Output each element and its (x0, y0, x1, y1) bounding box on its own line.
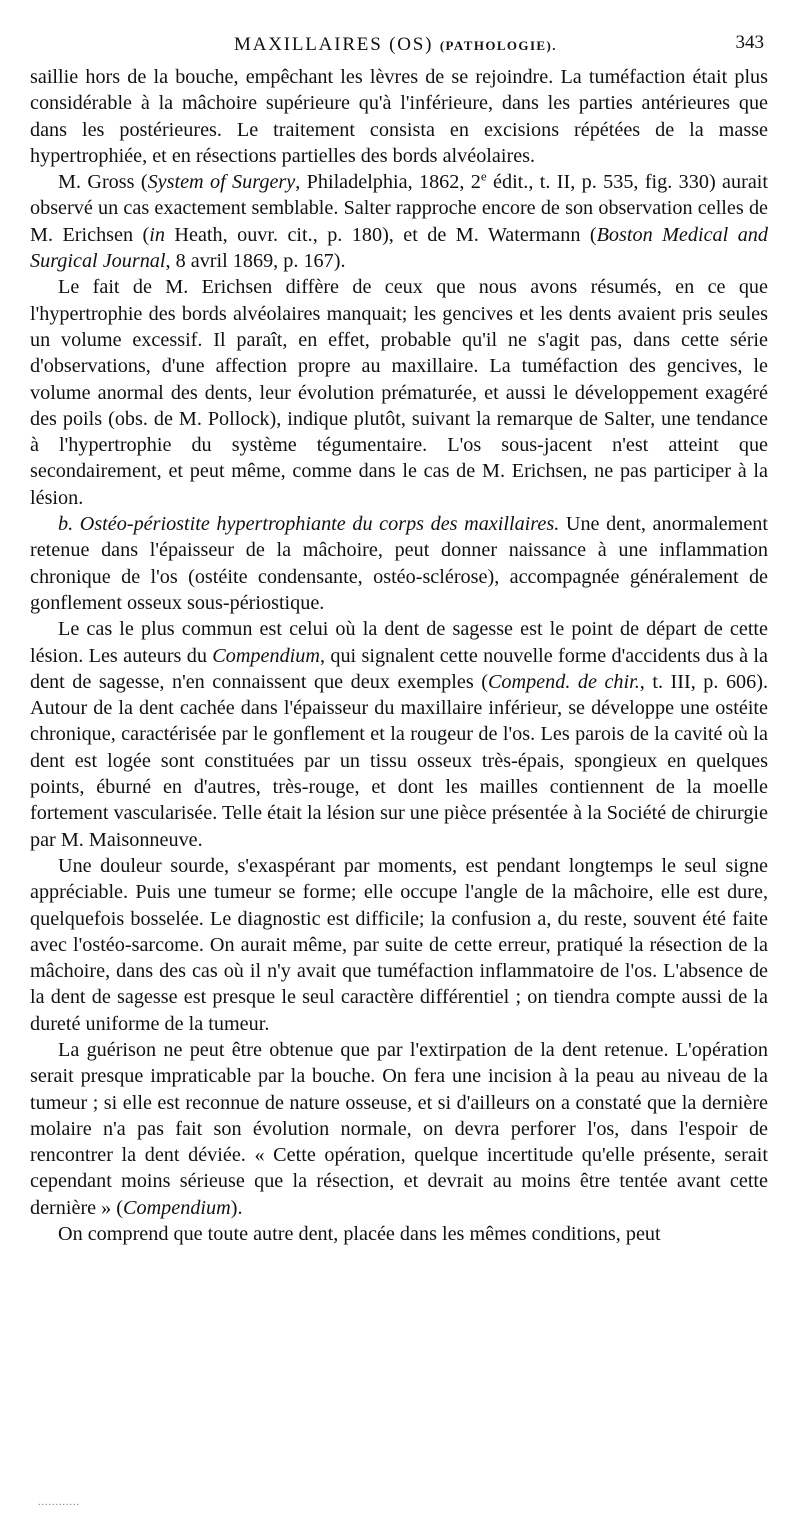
text-run: , t. III, p. 606). Autour de la dent cachée dans l'épaisseur du maxillaire inférieur, se développe une ostéite chronique, caractérisée par le gonflement et la rougeur de l'os. Les parois de la cavité où la dent est logée sont constituées par un tissu osseux très-épais, spongieux en quelques points, éburné en d'autres, très-rouge, et dont les mailles contiennent de la moelle fortement vascularisée. Telle était la lésion sur une pièce présentée à la Société de chirurgie par M. Maisonneuve. (30, 670, 769, 851)
text-run: Heath, ouvr. cit., p. 180), et de M. Watermann ( (164, 223, 597, 246)
running-header (30, 22, 768, 64)
text-run: System of Surgery (147, 171, 296, 194)
text-run: Une dent, anormalement retenue dans l'épaisseur de la mâchoire, peut donner naissance à une inflammation chronique de l'os (ostéite condensante, ostéo-sclérose), accompagnée généralement de gonflement osseux sous-périostique. (30, 513, 769, 614)
text-run: La guérison ne peut être obtenue que par l'extirpation de la dent retenue. L'opération serait presque impraticable par la bouche. On fera une incision à la peau au niveau de la tumeur ; si elle est reconnue de nature osseuse, et si d'ailleurs on a constaté que la dernière molaire n'a pas fait son évolution normale, on devra perforer l'os, dans l'espoir de rencontrer la dent déviée. « Cette opération, quelque incertitude qu'elle présente, serait cependant moins sérieuse que la résection, et devrait au moins être tentée avant cette dernière » ( (30, 1038, 768, 1219)
paragraph-p6 (30, 853, 768, 1037)
text-run: , Philadelphia, 1862, 2 (295, 171, 481, 194)
text-run: saillie hors de la bouche, empêchant les lèvres de se rejoindre. La tuméfaction était plus considérable à la mâchoire supérieure qu'à l'inférieure, dans les parties antérieures que dans les postérieures. Le traitement consista en excisions répétées de la masse hypertrophiée, et en résections partielles des bords alvéolaires. (30, 66, 768, 167)
paragraph-p3 (30, 274, 768, 511)
paragraph-p1 (30, 64, 768, 169)
page-number: 343 (735, 32, 764, 53)
text-run: , 8 avril 1869, p. 167). (165, 250, 346, 273)
text-run: Compendium (212, 644, 320, 667)
text-run: ). (230, 1196, 243, 1219)
text-run: Boston Medical and Surgical Journal (30, 223, 768, 273)
paragraph-p4 (30, 511, 768, 616)
running-title (234, 34, 557, 56)
text-run: Le cas le plus commun est celui où la dent de sagesse est le point de départ de cette lésion. Les auteurs du (30, 618, 768, 667)
text-run: On comprend que toute autre dent, placée dans les mêmes conditions, peut (58, 1223, 661, 1246)
footer-dots: ............ (38, 1497, 80, 1508)
paragraph-p5 (30, 616, 768, 853)
text-run: Compend. de chir. (487, 670, 640, 693)
running-title-text: MAXILLAIRES (OS) (234, 34, 434, 55)
page (30, 22, 768, 1247)
text-run: M. Gross ( (58, 171, 148, 194)
text-run: in (149, 223, 165, 246)
text-run: Compendium (123, 1196, 231, 1219)
text-run: b. Ostéo-périostite hypertrophiante du corps des maxillaires. (58, 513, 560, 536)
paragraph-p7 (30, 1037, 768, 1221)
body-text (30, 64, 768, 1247)
text-run: , qui signalent cette nouvelle forme d'accidents dus à la dent de sagesse, n'en connaissent que deux exemples ( (30, 644, 768, 693)
text-run: e (480, 168, 487, 184)
text-run: Une douleur sourde, s'exaspérant par moments, est pendant longtemps le seul signe appréciable. Puis une tumeur se forme; elle occupe l'angle de la mâchoire, elle est dure, quelquefois bosselée. Le diagnostic est difficile; la confusion a, du reste, souvent été faite avec l'ostéo-sarcome. On aurait même, par suite de cette erreur, pratiqué la résection de la mâchoire, dans des cas où il n'y avait que tuméfaction inflammatoire de l'os. L'absence de la dent de sagesse est presque le seul caractère différentiel ; on tiendra compte aussi de la dureté uniforme de la tumeur. (30, 854, 768, 1035)
text-run: Le fait de M. Erichsen diffère de ceux que nous avons résumés, en ce que l'hypertrophie des bords alvéolaires manquait; les gencives et les dents avaient pris seules un volume excessif. Il paraît, en effet, probable qu'il ne s'agit pas, dans cette série d'observations, d'une affection propre au maxillaire. La tuméfaction des gencives, le volume anormal des dents, leur évolution prématurée, et aussi le développement exagéré des poils (obs. de M. Pollock), indique plutôt, suivant la remarque de Salter, une tendance à l'hypertrophie du système tégumentaire. L'os sous-jacent n'est atteint que secondairement, et peut même, comme dans le cas de M. Erichsen, ne pas participer à la lésion. (30, 276, 768, 509)
running-section: (PATHOLOGIE). (439, 38, 557, 53)
paragraph-p8 (30, 1221, 768, 1247)
text-run: édit., t. II, p. 535, fig. 330) aurait observé un cas exactement semblable. Salter rapproche encore de son observation celles de M. Erichsen ( (30, 171, 769, 246)
paragraph-p2 (30, 169, 768, 274)
